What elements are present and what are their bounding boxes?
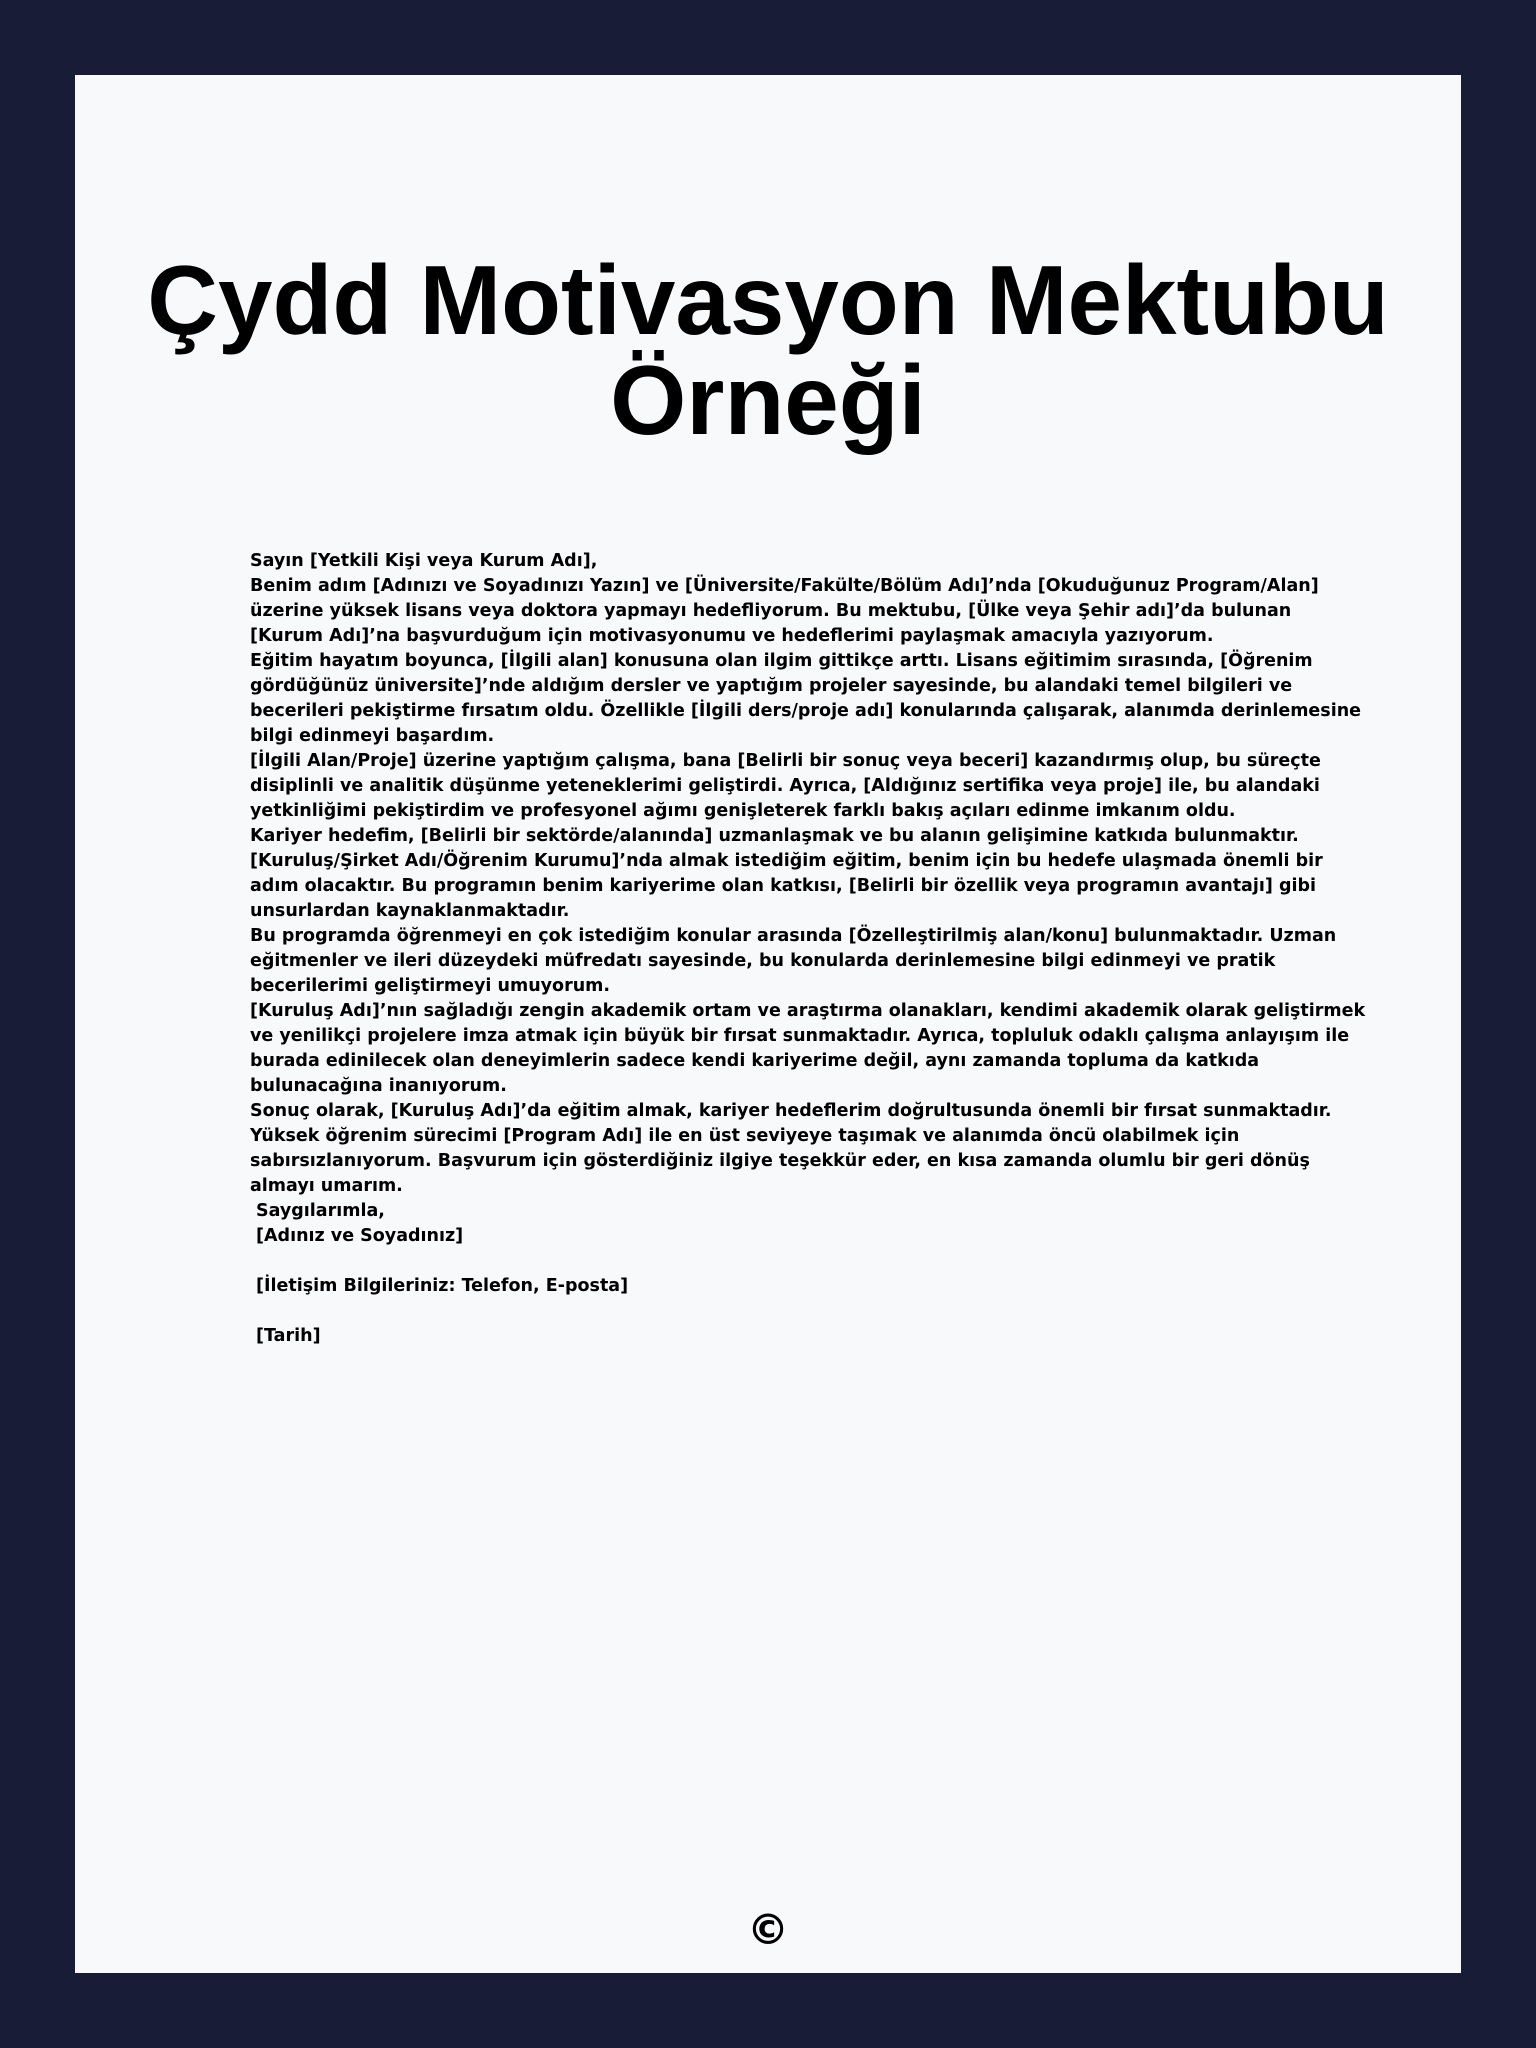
letter-paragraph: Eğitim hayatım boyunca, [İlgili alan] konusuna olan ilgim gittikçe arttı. Lisans eğitimim sırasında, [Öğrenim gördüğünüz üniversite]’nde aldığım dersler ve yaptığım projeler sayesinde, bu alandaki temel bilgileri ve becerileri pekiştirme fırsatım oldu. Özellikle [İlgili ders/proje adı] konularında çalışarak, alanımda derinlemesine bilgi edinmeyi başardım. — [250, 651, 1362, 746]
spacer — [250, 1249, 1370, 1274]
document-page — [75, 75, 1461, 1973]
copyright-icon: © — [747, 1905, 789, 1954]
letter-paragraph: [İlgili Alan/Proje] üzerine yaptığım çalışma, bana [Belirli bir sonuç veya beceri] kazandırmış olup, bu süreçte disiplinli ve analitik düşünme yeteneklerimi geliştirdi. Ayrıca, [Aldığınız sertifika veya proje] ile, bu alandaki yetkinliğimi pekiştirdim ve profesyonel ağımı genişleterek farklı bakış açıları edinme imkanım oldu. — [250, 751, 1321, 821]
name-placeholder: [Adınız ve Soyadınız] — [256, 1226, 464, 1246]
letter-paragraph: [Kuruluş Adı]’nın sağladığı zengin akademik ortam ve araştırma olanakları, kendimi akademik olarak geliştirmek ve yenilikçi projelere imza atmak için büyük bir fırsat sunmaktadır. Ayrıca, topluluk odaklı çalışma anlayışım ile burada edinilecek olan deneyimlerin sadece kendi kariyerime değil, aynı zamanda topluma da katkıda bulunacağına inanıyorum. — [250, 1001, 1366, 1096]
letter-body — [250, 549, 1370, 1349]
spacer — [250, 1299, 1370, 1324]
closing: Saygılarımla, — [256, 1201, 385, 1221]
letter-paragraph: Kariyer hedefim, [Belirli bir sektörde/alanında] uzmanlaşmak ve bu alanın gelişimine katkıda bulunmaktır. [Kuruluş/Şirket Adı/Öğrenim Kurumu]’nda almak istediğim eğitim, benim için bu hedefe ulaşmada önemli bir adım olacaktır. Bu programın benim kariyerime olan katkısı, [Belirli bir özellik veya programın avantajı] gibi unsurlardan kaynaklanmaktadır. — [250, 826, 1323, 921]
date-placeholder: [Tarih] — [256, 1326, 321, 1346]
salutation: Sayın [Yetkili Kişi veya Kurum Adı], — [250, 551, 598, 571]
letter-paragraph: Sonuç olarak, [Kuruluş Adı]’da eğitim almak, kariyer hedeflerim doğrultusunda önemli bir fırsat sunmaktadır. Yüksek öğrenim sürecimi [Program Adı] ile en üst seviyeye taşımak ve alanımda öncü olabilmek için sabırsızlanıyorum. Başvurum için gösterdiğiniz ilgiye teşekkür eder, en kısa zamanda olumlu bir geri dönüş almayı umarım. — [250, 1101, 1332, 1196]
letter-paragraph: Benim adım [Adınızı ve Soyadınızı Yazın] ve [Üniversite/Fakülte/Bölüm Adı]’nda [Okuduğunuz Program/Alan] üzerine yüksek lisans veya doktora yapmayı hedefliyorum. Bu mektubu, [Ülke veya Şehir adı]’da bulunan [Kurum Adı]’na başvurduğum için motivasyonumu ve hedeflerimi paylaşmak amacıyla yazıyorum. — [250, 576, 1319, 646]
contact-placeholder: [İletişim Bilgileriniz: Telefon, E-posta] — [256, 1276, 629, 1296]
letter-paragraph: Bu programda öğrenmeyi en çok istediğim konular arasında [Özelleştirilmiş alan/konu] bulunmaktadır. Uzman eğitmenler ve ileri düzeydeki müfredatı sayesinde, bu konularda derinlemesine bilgi edinmeyi ve pratik becerilerimi geliştirmeyi umuyorum. — [250, 926, 1337, 996]
document-title: Çydd Motivasyon Mektubu Örneği — [147, 245, 1389, 455]
